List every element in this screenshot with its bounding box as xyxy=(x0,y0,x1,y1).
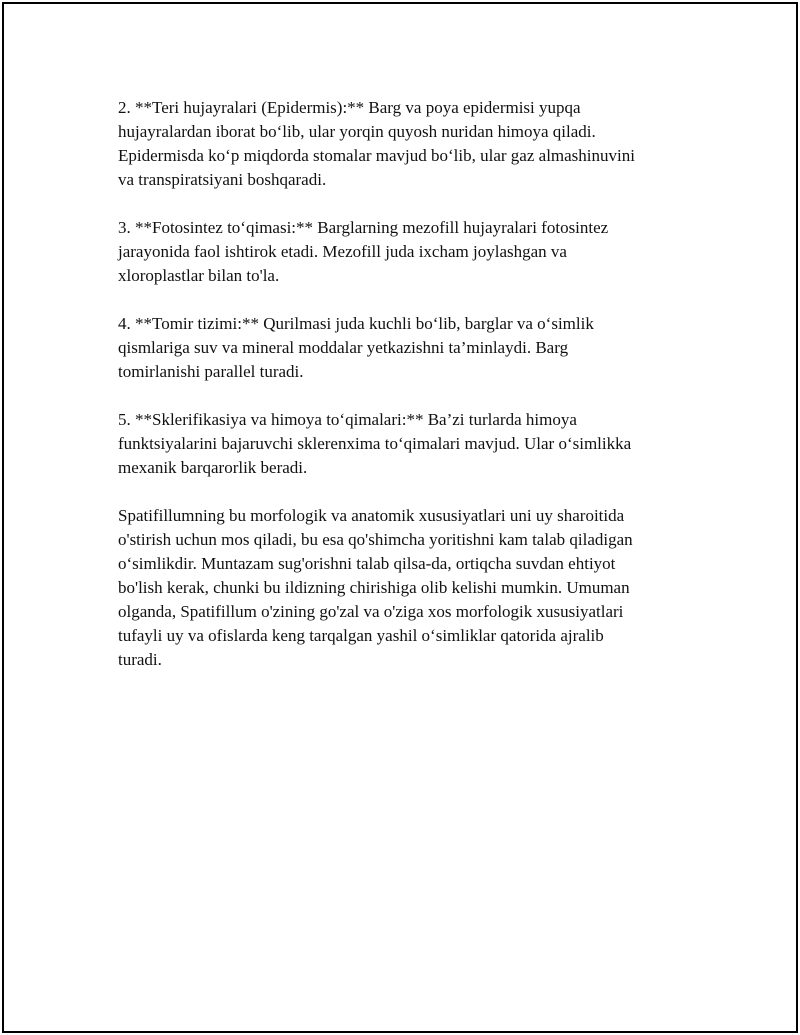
text-line: Spatifillumning bu morfologik va anatomik xususiyatlari uni uy sharoitida xyxy=(118,506,625,525)
document-body xyxy=(118,96,698,696)
text-line: o'stirish uchun mos qiladi, bu esa qo'shimcha yoritishni kam talab qiladigan xyxy=(118,530,633,549)
paragraph-sclerification xyxy=(118,408,698,480)
text-line: funktsiyalarini bajaruvchi sklerenxima to‘qimalari mavjud. Ular o‘simlikka xyxy=(118,434,632,453)
text-line: jarayonida faol ishtirok etadi. Mezofill juda ixcham joylashgan va xyxy=(118,242,567,261)
text-line: o‘simlikdir. Muntazam sug'orishni talab qilsa-da, ortiqcha suvdan ehtiyot xyxy=(118,554,616,573)
text-line: tufayli uy va ofislarda keng tarqalgan yashil o‘simliklar qatorida ajralib xyxy=(118,626,604,645)
paragraph-epidermis xyxy=(118,96,698,192)
text-line: turadi. xyxy=(118,650,162,669)
text-line: 5. **Sklerifikasiya va himoya to‘qimalari:** Ba’zi turlarda himoya xyxy=(118,410,577,429)
text-line: 3. **Fotosintez to‘qimasi:** Barglarning mezofill hujayralari fotosintez xyxy=(118,218,609,237)
paragraph-vascular-system xyxy=(118,312,698,384)
text-line: tomirlanishi parallel turadi. xyxy=(118,362,304,381)
text-line: olganda, Spatifillum o'zining go'zal va o'ziga xos morfologik xususiyatlari xyxy=(118,602,624,621)
paragraph-conclusion xyxy=(118,504,698,672)
text-line: 4. **Tomir tizimi:** Qurilmasi juda kuchli bo‘lib, barglar va o‘simlik xyxy=(118,314,594,333)
text-line: Epidermisda ko‘p miqdorda stomalar mavjud bo‘lib, ular gaz almashinuvini xyxy=(118,146,635,165)
text-line: va transpiratsiyani boshqaradi. xyxy=(118,170,327,189)
text-line: 2. **Teri hujayralari (Epidermis):** Barg va poya epidermisi yupqa xyxy=(118,98,581,117)
text-line: bo'lish kerak, chunki bu ildizning chirishiga olib kelishi mumkin. Umuman xyxy=(118,578,630,597)
paragraph-photosynthesis-tissue xyxy=(118,216,698,288)
text-line: mexanik barqarorlik beradi. xyxy=(118,458,308,477)
text-line: qismlariga suv va mineral moddalar yetkazishni ta’minlaydi. Barg xyxy=(118,338,569,357)
page-frame xyxy=(2,2,798,1033)
text-line: hujayralardan iborat bo‘lib, ular yorqin quyosh nuridan himoya qiladi. xyxy=(118,122,596,141)
text-line: xloroplastlar bilan to'la. xyxy=(118,266,280,285)
